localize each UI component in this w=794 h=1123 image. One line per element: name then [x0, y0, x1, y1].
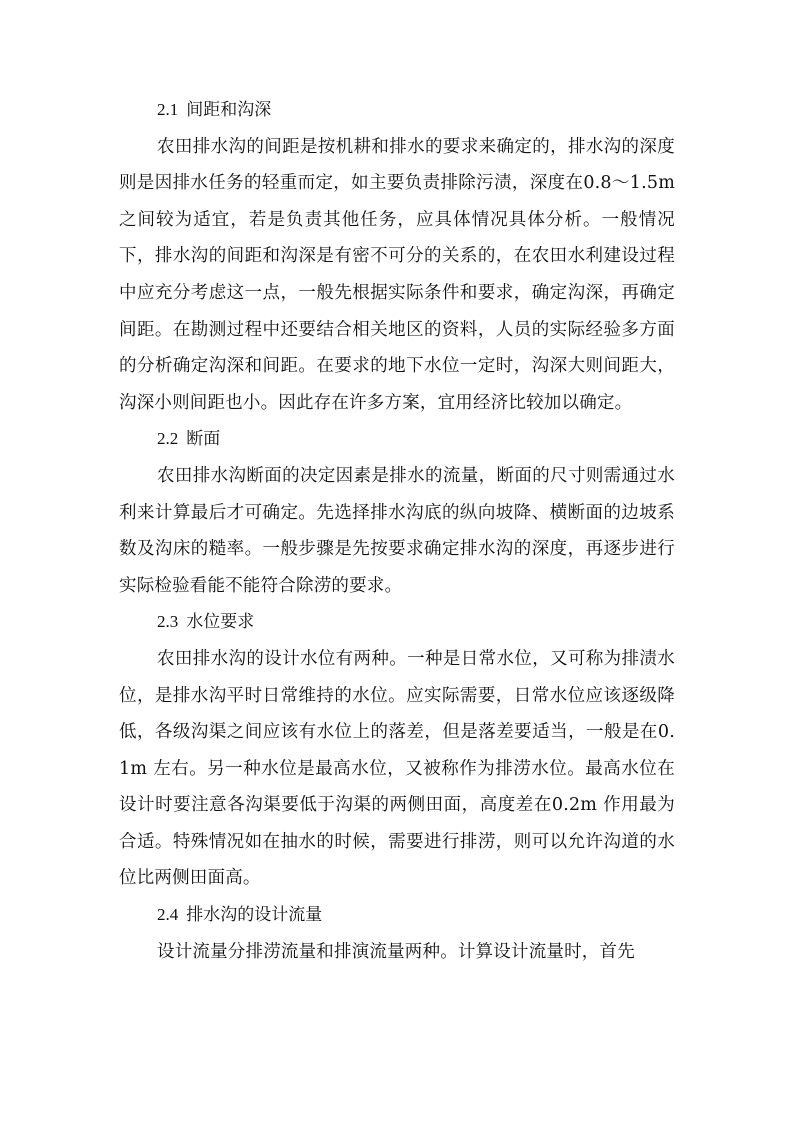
section-number: 2.1: [157, 100, 179, 119]
section-heading-2-3: [119, 604, 675, 641]
section-title: 断面: [186, 429, 221, 450]
section-number: 2.4: [157, 905, 179, 925]
section-number: 2.3: [157, 612, 179, 632]
section-title: 水位要求: [186, 612, 255, 633]
section-number: 2.2: [157, 429, 179, 449]
section-paragraph-2-4: 设计流量分排涝流量和排演流量两种。计算设计流量时，首先: [157, 941, 635, 962]
section-title: 间距和沟深: [186, 100, 272, 120]
section-paragraph-2-3: 农田排水沟的设计水位有两种。一种是日常水位，又可称为排渍水位，是排水沟平时日常维持的水位。应实际需要，日常水位应该逐级降低，各级沟渠之间应该有水位上的落差，但是落差要适当，一般是在0.1m 左右。另一种水位是最高水位，又被称作为排涝水位。最高水位在设计时要注意各沟渠要低于沟渠的两侧田面，高度差在0.2m 作用最为合适。特殊情况如在抽水的时候，需要进行排涝，则可以允许沟道的水位比两侧田面高。: [119, 648, 675, 889]
section-heading-2-2: [119, 421, 675, 458]
section-heading-2-4: [119, 897, 675, 934]
section-paragraph-2-1: 农田排水沟的间距是按机耕和排水的要求来确定的，排水沟的深度则是因排水任务的轻重而定，如主要负责排除污渍，深度在0.8～1.5m 之间较为适宜，若是负责其他任务，应具体情况具体分析。一般情况下，排水沟的间距和沟深是有密不可分的关系的，在农田水利建设过程中应充分考虑这一点，一般先根据实际条件和要求，确定沟深，再确定间距。在勘测过程中还要结合相关地区的资料，人员的实际经验多方面的分析确定沟深和间距。在要求的地下水位一定时，沟深大则间距大，沟深小则间距也小。因此存在许多方案，宜用经济比较加以确定。: [119, 136, 675, 413]
section-title: 排水沟的设计流量: [186, 905, 323, 926]
section-heading-2-1: [119, 92, 675, 129]
document-body: [119, 92, 675, 970]
section-paragraph-2-2: 农田排水沟断面的决定因素是排水的流量，断面的尺寸则需通过水利来计算最后才可确定。先选择排水沟底的纵向坡降、横断面的边坡系数及沟床的糙率。一般步骤是先按要求确定排水沟的深度，再逐步进行实际检验看能不能符合除涝的要求。: [119, 465, 675, 596]
